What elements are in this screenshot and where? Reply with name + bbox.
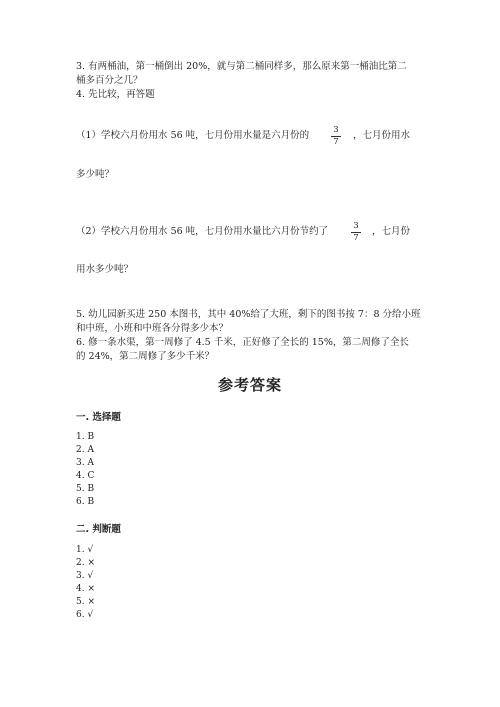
q5-line2: 和中班，小班和中班各分得多少本？ <box>76 323 229 334</box>
section-choice-title: 一. 选择题 <box>76 412 121 423</box>
q6-line1: 6. 修一条水渠，第一周修了 4.5 千米，正好修了全长的 15%，第二周修了全长 <box>76 337 409 348</box>
q4-part2-text: （2）学校六月份用水 56 吨，七月份用水量比六月份节约了 <box>76 226 329 237</box>
q4-part1-tail: ，七月份用水 <box>353 130 411 141</box>
list-item: 2. × <box>76 558 95 568</box>
q4-part1-line2: 多少吨？ <box>76 169 115 180</box>
q4-title: 4. 先比较，再答题 <box>76 89 155 100</box>
list-item: 2. A <box>76 445 94 455</box>
fraction-denominator: 7 <box>333 137 339 147</box>
q4-part1-text: （1）学校六月份用水 56 吨，七月份用水量是六月份的 <box>76 130 310 141</box>
fraction-denominator: 7 <box>353 233 359 243</box>
list-item: 3. √ <box>76 571 94 581</box>
list-item: 5. B <box>76 484 95 494</box>
q4-part1-fraction <box>330 126 342 147</box>
list-item: 4. C <box>76 471 95 481</box>
list-item: 5. × <box>76 597 95 607</box>
q3-line2: 桶多百分之几？ <box>76 75 143 86</box>
q3-line1: 3. 有两桶油，第一桶倒出 20%，就与第二桶同样多，那么原来第一桶油比第二 <box>76 61 407 72</box>
fraction-numerator: 3 <box>333 125 339 135</box>
list-item: 1. √ <box>76 545 94 555</box>
answer-key-title: 参考答案 <box>217 376 282 394</box>
list-item: 1. B <box>76 432 95 442</box>
q6-line2: 的 24%，第二周修了多少千米？ <box>76 351 215 362</box>
q4-part2-line2: 用水多少吨？ <box>76 264 134 275</box>
list-item: 6. √ <box>76 610 94 620</box>
q4-part2-fraction <box>350 222 362 243</box>
q4-part2-tail: ，七月份 <box>372 226 411 237</box>
section-judge-title: 二. 判断题 <box>76 524 121 535</box>
list-item: 4. × <box>76 584 95 594</box>
list-item: 3. A <box>76 458 94 468</box>
fraction-numerator: 3 <box>353 221 359 231</box>
list-item: 6. B <box>76 497 95 507</box>
q5-line1: 5. 幼儿园新买进 250 本图书，其中 40%给了大班，剩下的图书按 7：8 分给小班 <box>76 309 421 320</box>
